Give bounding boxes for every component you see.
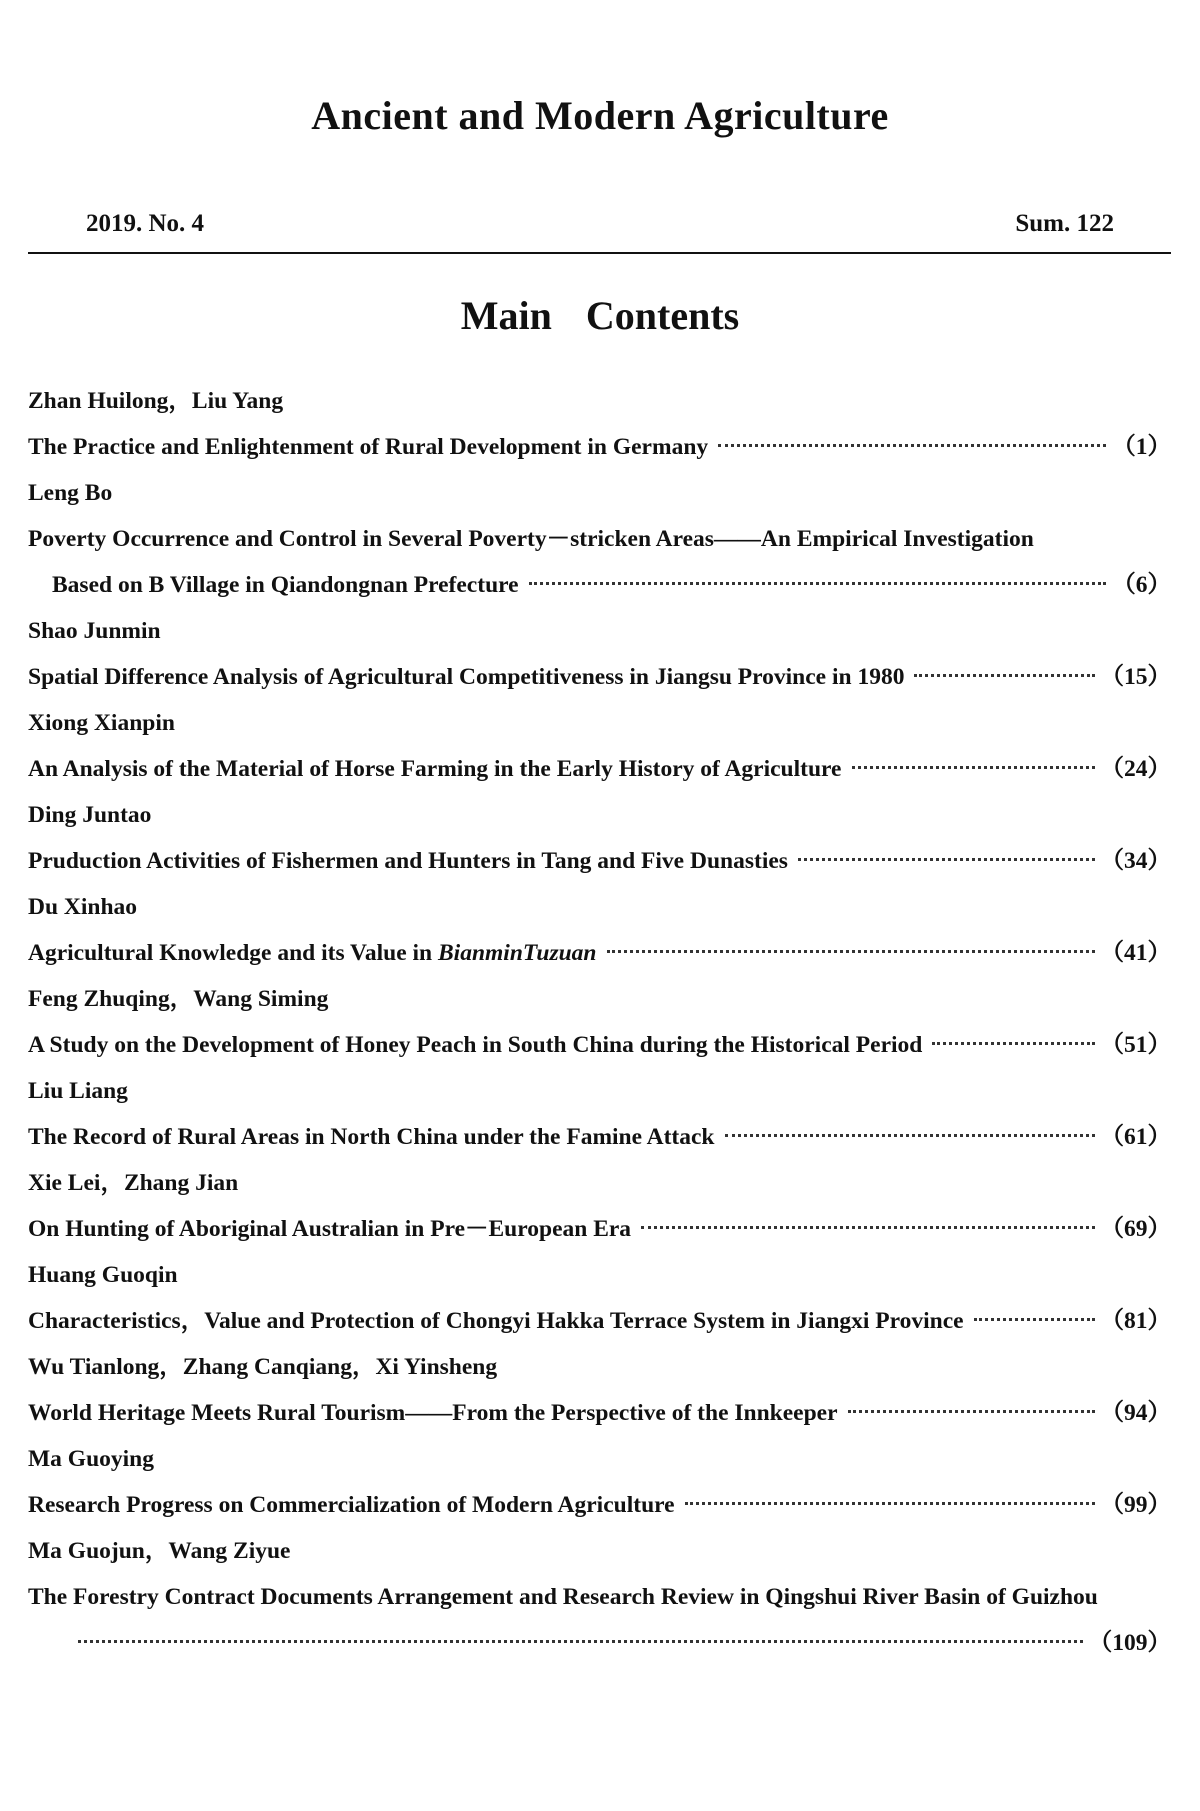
entry-page: （34） bbox=[1100, 848, 1171, 874]
entry-title-line[interactable] bbox=[28, 1298, 1171, 1344]
entry-page: （109） bbox=[1088, 1630, 1171, 1656]
entry-title-line[interactable] bbox=[28, 1114, 1171, 1160]
dot-leader bbox=[848, 1410, 1095, 1413]
dot-leader bbox=[932, 1042, 1094, 1045]
table-of-contents bbox=[28, 378, 1171, 1666]
dot-leader bbox=[725, 1134, 1095, 1137]
cumulative-number: Sum. 122 bbox=[1015, 210, 1114, 237]
entry-title-line[interactable] bbox=[28, 1482, 1171, 1528]
entry-page: （69） bbox=[1100, 1216, 1171, 1242]
dot-leader bbox=[641, 1226, 1094, 1229]
entry-page: （6） bbox=[1112, 572, 1171, 598]
dot-leader bbox=[78, 1640, 1083, 1643]
entry-title: Spatial Difference Analysis of Agricultural Competitiveness in Jiangsu Province in 1980 bbox=[28, 664, 905, 690]
entry-page: （41） bbox=[1100, 940, 1171, 966]
entry-title-line[interactable] bbox=[28, 424, 1171, 470]
dot-leader bbox=[974, 1318, 1095, 1321]
dot-leader bbox=[914, 674, 1094, 677]
contents-heading: Main Contents bbox=[460, 293, 740, 338]
entry-authors: Xiong Xianpin bbox=[28, 710, 175, 736]
issue-number: 2019. No. 4 bbox=[86, 210, 205, 237]
dot-leader bbox=[685, 1502, 1095, 1505]
dot-leader bbox=[607, 950, 1095, 953]
entry-title: A Study on the Development of Honey Peach in South China during the Historical Period bbox=[28, 1032, 923, 1058]
entry-title-line[interactable] bbox=[28, 1390, 1171, 1436]
entry-title: An Analysis of the Material of Horse Farming in the Early History of Agriculture bbox=[28, 756, 842, 782]
entry-authors: Zhan Huilong，Liu Yang bbox=[28, 388, 284, 414]
entry-page: （61） bbox=[1100, 1124, 1171, 1150]
header-rule bbox=[28, 252, 1171, 254]
entry-title-italic: BianminTuzuan bbox=[438, 940, 597, 966]
entry-page: （15） bbox=[1100, 664, 1171, 690]
entry-title-line[interactable] bbox=[28, 1206, 1171, 1252]
entry-title-line[interactable] bbox=[28, 746, 1171, 792]
entry-page: （94） bbox=[1100, 1400, 1171, 1426]
entry-title-line[interactable] bbox=[28, 654, 1171, 700]
entry-authors: Liu Liang bbox=[28, 1078, 128, 1104]
entry-authors: Leng Bo bbox=[28, 480, 113, 506]
entry-title bbox=[28, 930, 597, 976]
entry-title: Pruduction Activities of Fishermen and Hunters in Tang and Five Dunasties bbox=[28, 848, 788, 874]
entry-authors: Ma Guoying bbox=[28, 1446, 155, 1472]
entry-authors: Wu Tianlong，Zhang Canqiang，Xi Yinsheng bbox=[28, 1354, 498, 1380]
entry-authors: Feng Zhuqing，Wang Siming bbox=[28, 986, 329, 1012]
entry-page: （24） bbox=[1100, 756, 1171, 782]
dot-leader bbox=[718, 444, 1106, 447]
entry-page: （51） bbox=[1100, 1032, 1171, 1058]
entry-authors: Ding Juntao bbox=[28, 802, 152, 828]
dot-leader bbox=[798, 858, 1095, 861]
entry-title-line[interactable] bbox=[28, 1022, 1171, 1068]
entry-page: （81） bbox=[1100, 1308, 1171, 1334]
entry-title: World Heritage Meets Rural Tourism——From the Perspective of the Innkeeper bbox=[28, 1400, 838, 1426]
entry-authors: Du Xinhao bbox=[28, 894, 138, 920]
entry-title: Characteristics，Value and Protection of Chongyi Hakka Terrace System in Jiangxi Province bbox=[28, 1308, 964, 1334]
issue-info-row bbox=[86, 210, 1114, 242]
entry-title[interactable]: The Forestry Contract Documents Arrangement and Research Review in Qingshui River Basin of Guizhou bbox=[28, 1584, 1098, 1610]
entry-authors: Ma Guojun，Wang Ziyue bbox=[28, 1538, 291, 1564]
entry-title-plain: Agricultural Knowledge and its Value in bbox=[28, 940, 438, 966]
dot-leader bbox=[852, 766, 1095, 769]
entry-title: Research Progress on Commercialization of Modern Agriculture bbox=[28, 1492, 675, 1518]
entry-title-line[interactable] bbox=[28, 930, 1171, 976]
entry-title: The Record of Rural Areas in North China under the Famine Attack bbox=[28, 1124, 715, 1150]
entry-authors: Huang Guoqin bbox=[28, 1262, 178, 1288]
entry-title-line[interactable] bbox=[28, 838, 1171, 884]
entry-authors: Xie Lei，Zhang Jian bbox=[28, 1170, 239, 1196]
entry-title: The Practice and Enlightenment of Rural Development in Germany bbox=[28, 434, 709, 460]
entry-title: On Hunting of Aboriginal Australian in Pre－European Era bbox=[28, 1216, 632, 1242]
dot-leader bbox=[529, 582, 1107, 585]
entry-authors: Shao Junmin bbox=[28, 618, 161, 644]
entry-page: （1） bbox=[1112, 434, 1171, 460]
entry-title[interactable]: Poverty Occurrence and Control in Several Poverty－stricken Areas——An Empirical Investigation bbox=[28, 526, 1034, 552]
entry-title-line[interactable] bbox=[28, 1620, 1171, 1666]
entry-title-continuation: Based on B Village in Qiandongnan Prefecture bbox=[52, 572, 519, 598]
entry-title-line[interactable] bbox=[28, 562, 1171, 608]
entry-page: （99） bbox=[1100, 1492, 1171, 1518]
journal-title: Ancient and Modern Agriculture bbox=[311, 93, 889, 138]
